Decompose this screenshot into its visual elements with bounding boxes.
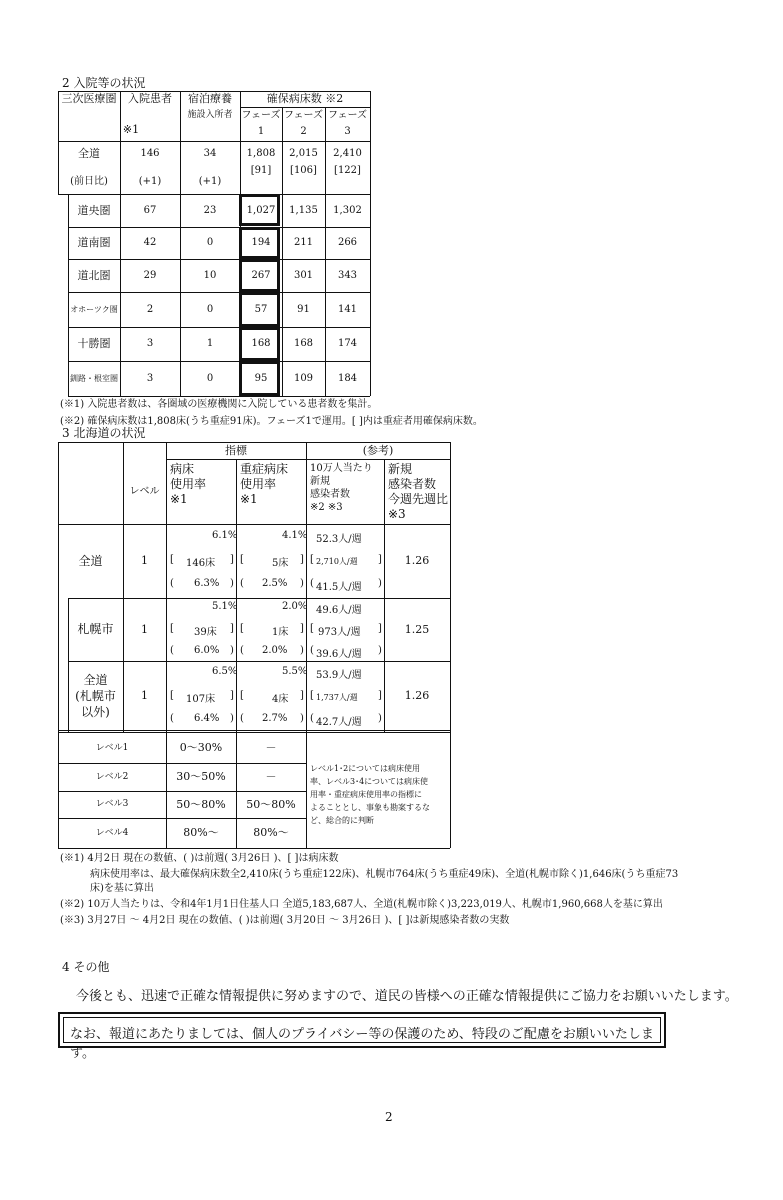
sev-rate: 4.1% xyxy=(282,530,308,541)
bed-prev: 6.4% xyxy=(194,713,220,724)
region-p1: 194 xyxy=(251,237,271,248)
region-p1: 1,027 xyxy=(246,204,276,216)
sev-rate: 5.5% xyxy=(282,666,308,677)
region-lodging: 0 xyxy=(206,372,214,384)
bed-count: 146床 xyxy=(186,558,216,569)
header-severe-use: 重症病床 使用率 ※1 xyxy=(240,462,289,506)
sev-count: 5床 xyxy=(272,558,289,569)
region-lodging: 0 xyxy=(206,303,214,315)
header-indicator: 指標 xyxy=(225,443,247,457)
header-phase3-num: 3 xyxy=(344,126,351,137)
region-p1: 267 xyxy=(251,269,271,281)
header-beds: 確保病床数 ※2 xyxy=(266,92,344,106)
bed-rate: 5.1% xyxy=(212,601,238,612)
header-phase2-label: フェーズ xyxy=(284,110,323,121)
region-p3: 141 xyxy=(337,303,358,315)
notice-text: なお、報道にあたりましては、個人のプライバシー等の保護のため、特段のご配慮をお願いいたします。 xyxy=(70,1027,654,1061)
level-bed: 50～80% xyxy=(176,797,226,811)
region-lodging: 23 xyxy=(203,204,217,216)
sev-prev: 2.0% xyxy=(262,645,288,656)
area-sapporo: 札幌市 xyxy=(77,622,114,637)
bed-count: 107床 xyxy=(186,694,216,705)
section2-note-1: (※1) 入院患者数は、各圏域の医療機関に入院している患者数を集計。 xyxy=(60,399,378,410)
ratio: 1.25 xyxy=(404,622,430,636)
page-number: 2 xyxy=(385,1110,393,1124)
section3-note-4: (※2) 10万人当たりは、令和4年1月1日住基人口 全道5,183,687人、全道(札幌市除く)3,223,019人、札幌市1,960,668人を基に算出 xyxy=(60,899,663,910)
section2-note-2: (※2) 確保病床数は1,808床(うち重症91床)。フェーズ1で運用。[ ]内は重症者用確保病床数。 xyxy=(60,416,483,427)
cases: 973人/週 xyxy=(318,627,361,638)
region-inpatients: 3 xyxy=(146,372,154,384)
total-p1-severe: [91] xyxy=(250,165,272,176)
per100k: 53.9人/週 xyxy=(316,670,362,681)
total-sub: (前日比) xyxy=(70,176,108,187)
sev-prev: 2.5% xyxy=(262,578,288,589)
region-p3: 184 xyxy=(337,372,358,384)
bed-rate: 6.1% xyxy=(212,530,238,541)
header-reference: (参考) xyxy=(362,443,394,457)
region-inpatients: 67 xyxy=(143,204,157,216)
header-lodging: 宿泊療養 xyxy=(188,92,232,106)
section3-note-5: (※3) 3月27日 ～ 4月2日 現在の数値、( )は前週( 3月20日 ～ 3月26日 )、[ ]は新規感染者数の実数 xyxy=(60,915,510,926)
page: 2 入院等の状況 三次医療圏 入院患者 ※1 宿泊療養 施設入所者 確保病床数 ※2 フェーズ フェーズ フェーズ 1 2 3 全道 (前日比) 146 (+1) 34 (+1) 1,808 [91] 2,015 [106] 2,410 [122] 道央圏 67 23 1,027 1,135 1,302 道南圏 42 0 194 211 266 道北圏 29 10 267 301 343 オホーツク圏 2 0 57 91 141 十勝圏 3 1 168 168 174 釧路・根室圏 3 0 95 109 184 (※1) 入院患者数は、各圏域の医療機関に入院している患者数を集計。 (※2) 確保病床数は1,808床(うち重症91床)。フェーズ1で運用。[ ]内は重症者用確保病床数。 3 北海道の状況 指標 (参考) レベル 病床 使用率 ※1 重症病床 使用率 ※1 10万人当たり 新規 感染者数 ※2 ※3 新規 感染者数 今週先週比 ※3 全道 1 6.1% [ ] 146床 ( ) 6.3% 4.1% [ ] 5床 ( ) 2.5% 52.3人/週 [ ] 2,710人/週 ( ) 41.5人/週 1.26 札幌市 1 5.1% [ ] 39床 ( ) 6.0% 2.0% [ ] 1床 ( ) 2.0% 49.6人/週 [ ] 973人/週 ( ) 39.6人/週 1.25 全道 (札幌市 以外) 1 6.5% [ ] 107床 ( ) 6.4% 5.5% [ ] 4床 ( ) 2.7% 53.9人/週 [ ] 1,737人/週 ( ) 42.7人/週 1.26 レベル1 0～30% － レベル2 30～50% － レベル3 50～80% 50～80% レベル4 80%～ 80%～ レベル1･2については病床使用 率、レベル3･4については病床使 用率・重症病床使用率の指標に よることとし、事象も勘案するな ど、総合的に判断 (※1) 4月2日 現在の数値、( )は前週( 3月26日 )、[ ]は病床数 病床使用率は、最大確保病床数全2,410床(うち重症122床)、札幌市764床(うち重症49床)、全道(札幌市除く)1,646床(うち重症73 床)を基に算出 (※2) 10万人当たりは、令和4年1月1日住基人口 全道5,183,687人、全道(札幌市除く)3,223,019人、札幌市1,960,668人を基に算出 (※3) 3月27日 ～ 4月2日 現在の数値、( )は前週( 3月20日 ～ 3月26日 )、[ ]は新規感染者数の実数 4 その他 今後とも、迅速で正確な情報提供に努めますので、道民の皆様への正確な情報提供にご協力をお願いいたします。 なお、報道にあたりましては、個人のプライバシー等の保護のため、特段のご配慮をお願いいたします。 2 xyxy=(60,76,738,1124)
region-p2: 1,135 xyxy=(289,204,318,216)
total-p2-severe: [106] xyxy=(290,165,317,176)
section4-paragraph: 今後とも、迅速で正確な情報提供に努めますので、道民の皆様への正確な情報提供にご協力をお願いいたします。 xyxy=(76,989,738,1004)
header-phase1-label: フェーズ xyxy=(241,110,281,121)
region-p1: 95 xyxy=(254,372,268,384)
region-inpatients: 2 xyxy=(146,303,154,315)
total-inpatients-diff: (+1) xyxy=(138,176,162,187)
ratio: 1.26 xyxy=(404,688,430,702)
cases: 1,737人/週 xyxy=(316,693,358,702)
region-p2: 168 xyxy=(293,338,314,349)
sev-count: 1床 xyxy=(272,627,289,638)
region-p2: 91 xyxy=(297,303,310,315)
level-name: レベル2 xyxy=(95,771,129,782)
header-phase2-num: 2 xyxy=(300,126,307,137)
level-sev: 50～80% xyxy=(246,797,296,811)
section3-title: 3 北海道の状況 xyxy=(62,426,146,440)
bed-rate: 6.5% xyxy=(212,666,238,677)
total-p3-severe: [122] xyxy=(334,165,361,176)
region-lodging: 0 xyxy=(206,237,214,248)
level-bed: 80%～ xyxy=(183,826,219,840)
region-p2: 211 xyxy=(293,237,314,248)
region-name: 道北圏 xyxy=(77,268,111,282)
header-region: 三次医療圏 xyxy=(61,92,117,106)
total-inpatients: 146 xyxy=(140,148,160,159)
header-inpatients-note: ※1 xyxy=(122,123,140,137)
level-judgement-note: レベル1･2については病床使用 率、レベル3･4については病床使 用率・重症病床使用率の指標に よることとし、事象も勘案するな ど、総合的に判断 xyxy=(310,764,430,825)
per100k-prev: 41.5人/週 xyxy=(316,582,362,593)
section3-note-1: (※1) 4月2日 現在の数値、( )は前週( 3月26日 )、[ ]は病床数 xyxy=(60,853,339,864)
total-lodging: 34 xyxy=(203,148,217,159)
level-sev: － xyxy=(265,741,277,755)
total-label: 全道 xyxy=(78,147,100,161)
area-outside-sapporo: 全道 (札幌市 以外) xyxy=(75,673,116,719)
header-phase1-num: 1 xyxy=(257,126,265,137)
region-lodging: 1 xyxy=(206,338,214,349)
region-name: オホーツク圏 xyxy=(70,304,118,314)
level-sev: － xyxy=(265,770,277,784)
header-ratio: 新規 感染者数 今週先週比 ※3 xyxy=(388,462,449,521)
area-zendo: 全道 xyxy=(78,553,103,568)
level-value: 1 xyxy=(141,554,148,568)
sev-rate: 2.0% xyxy=(282,601,308,612)
total-p1: 1,808 xyxy=(246,148,276,159)
ratio: 1.26 xyxy=(404,554,430,568)
level-name: レベル4 xyxy=(95,827,129,838)
header-per100k: 10万人当たり 新規 感染者数 ※2 ※3 xyxy=(310,463,373,513)
region-p2: 109 xyxy=(293,372,314,384)
section3-note-3: 床)を基に算出 xyxy=(90,883,154,894)
per100k-prev: 39.6人/週 xyxy=(316,649,362,660)
level-value: 1 xyxy=(141,622,148,636)
level-name: レベル3 xyxy=(95,799,129,810)
header-phase3-label: フェーズ xyxy=(328,110,367,121)
region-inpatients: 3 xyxy=(146,338,154,349)
section2-title: 2 入院等の状況 xyxy=(62,76,146,90)
bed-count: 39床 xyxy=(194,627,217,638)
header-level: レベル xyxy=(129,485,160,497)
level-sev: 80%～ xyxy=(253,826,289,840)
total-p3: 2,410 xyxy=(333,148,362,159)
bed-prev: 6.0% xyxy=(194,645,220,656)
total-lodging-diff: (+1) xyxy=(198,176,222,187)
section3-note-2: 病床使用率は、最大確保病床数全2,410床(うち重症122床)、札幌市764床(うち重症49床)、全道(札幌市除く)1,646床(うち重症73 xyxy=(90,869,679,880)
region-p3: 174 xyxy=(337,338,358,349)
header-lodging-sub: 施設入所者 xyxy=(187,109,233,120)
region-lodging: 10 xyxy=(203,269,217,281)
bed-prev: 6.3% xyxy=(194,578,220,589)
region-p3: 1,302 xyxy=(333,204,362,216)
region-p2: 301 xyxy=(293,269,314,281)
region-name: 道南圏 xyxy=(77,236,111,250)
region-name: 十勝圏 xyxy=(77,337,111,351)
per100k: 49.6人/週 xyxy=(316,605,362,616)
header-bed-use: 病床 使用率 ※1 xyxy=(170,462,207,506)
region-name: 道央圏 xyxy=(77,203,111,217)
region-name: 釧路・根室圏 xyxy=(70,373,118,383)
sev-count: 4床 xyxy=(272,694,289,705)
notice-box xyxy=(58,1012,666,1061)
sev-prev: 2.7% xyxy=(262,713,288,724)
level-bed: 30～50% xyxy=(176,770,226,784)
per100k: 52.3人/週 xyxy=(316,534,362,545)
region-p1: 168 xyxy=(251,338,271,349)
level-value: 1 xyxy=(141,688,148,702)
region-inpatients: 29 xyxy=(143,269,157,281)
level-bed: 0～30% xyxy=(179,741,223,755)
cases: 2,710人/週 xyxy=(316,557,358,566)
per100k-prev: 42.7人/週 xyxy=(316,717,362,728)
total-p2: 2,015 xyxy=(289,148,318,159)
region-inpatients: 42 xyxy=(143,237,157,248)
region-p1: 57 xyxy=(254,303,268,315)
level-name: レベル1 xyxy=(95,742,129,753)
region-p3: 266 xyxy=(337,237,358,248)
section4-title: 4 その他 xyxy=(62,960,110,974)
header-inpatients: 入院患者 xyxy=(128,92,172,106)
region-p3: 343 xyxy=(337,269,358,281)
